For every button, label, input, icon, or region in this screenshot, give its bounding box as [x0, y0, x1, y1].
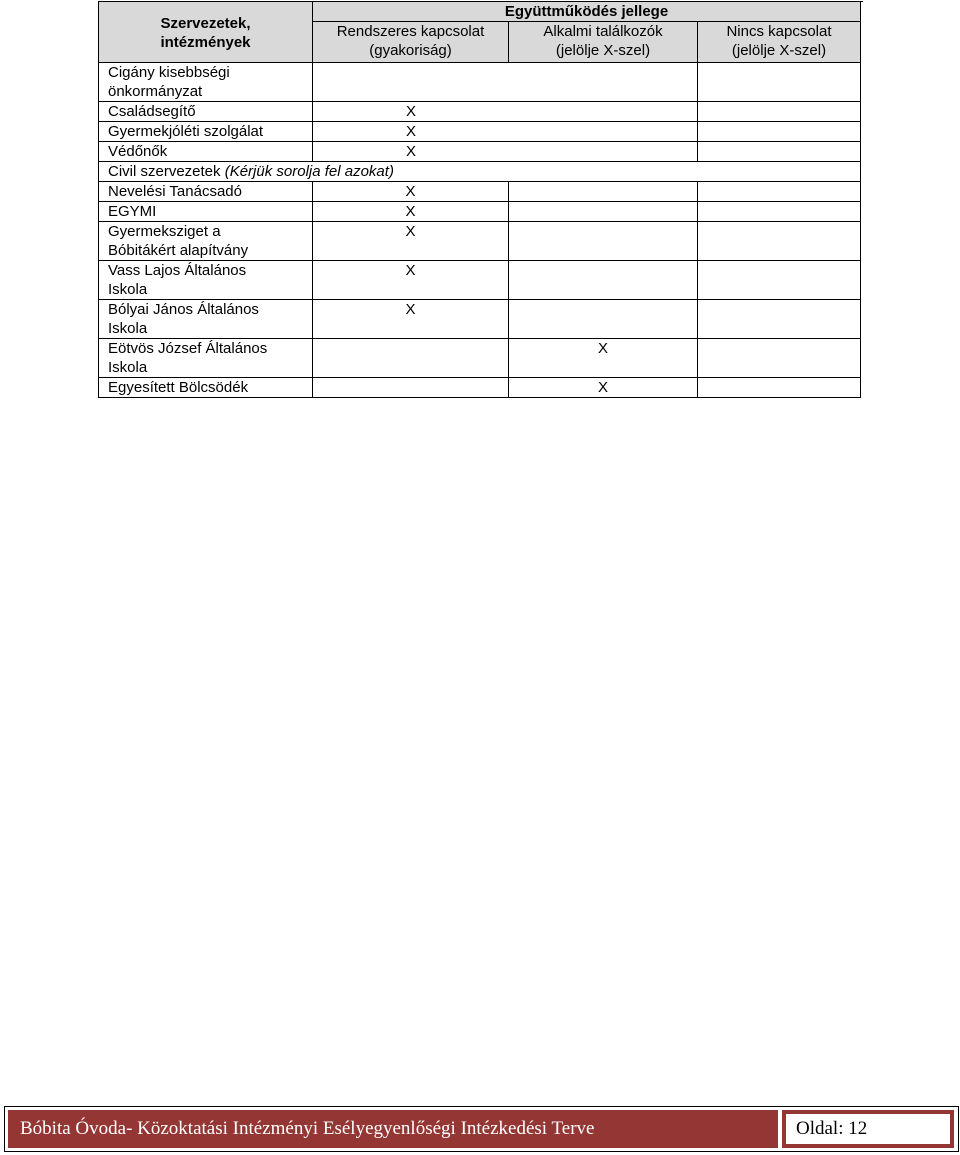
- row-name-line: önkormányzat: [108, 83, 203, 100]
- cell-regular: [313, 63, 698, 102]
- row-name: [99, 339, 313, 378]
- cell-occasional: [509, 202, 698, 222]
- row-name-line: Bóbitákért alapítvány: [108, 242, 249, 259]
- cell-occasional: X: [509, 378, 698, 398]
- cell-none: [698, 339, 861, 378]
- header-cooperation-type: Együttműködés jellege: [313, 2, 861, 22]
- cell-none: [698, 261, 861, 300]
- cell-none: [698, 222, 861, 261]
- footer-page-box: [782, 1110, 954, 1148]
- cell-occasional: [509, 142, 698, 162]
- civil-note: (Kérjük sorolja fel azokat): [224, 163, 394, 180]
- header-org-line2: intézmények: [160, 34, 251, 51]
- cell-none: [698, 63, 861, 102]
- cell-regular: [313, 339, 509, 378]
- cell-none: [698, 300, 861, 339]
- header-nocontact-line1: Nincs kapcsolat: [726, 23, 832, 40]
- cell-occasional: X: [509, 339, 698, 378]
- page-footer: [4, 1106, 959, 1152]
- row-name-line: Iskola: [108, 281, 148, 298]
- cell-none: [698, 378, 861, 398]
- cell-regular: X: [313, 122, 509, 142]
- cell-occasional: [509, 122, 698, 142]
- cell-occasional: [509, 182, 698, 202]
- row-name-line: Gyermeksziget a: [108, 223, 221, 240]
- row-name-line: Cigány kisebbségi: [108, 64, 230, 81]
- cell-regular: X: [313, 182, 509, 202]
- civil-label: Civil szervezetek: [108, 163, 225, 180]
- header-no-contact: [698, 22, 861, 63]
- row-name: Védőnők: [99, 142, 313, 162]
- header-occasional-line1: Alkalmi találkozók: [543, 23, 663, 40]
- header-occasional-meetings: [509, 22, 698, 63]
- cell-occasional: [509, 300, 698, 339]
- civil-organizations-row: [99, 162, 698, 182]
- cell-none: [698, 202, 861, 222]
- header-nocontact-line2: (jelölje X-szel): [731, 42, 827, 59]
- cell-regular: X: [313, 142, 509, 162]
- cell-regular: X: [313, 261, 509, 300]
- cell-none: [698, 102, 861, 122]
- cell-regular: X: [313, 202, 509, 222]
- header-regular-contact: [313, 22, 509, 63]
- row-name-line: Iskola: [108, 320, 148, 337]
- cell-occasional: [509, 102, 698, 122]
- row-name-line: Iskola: [108, 359, 148, 376]
- row-name-line: Eötvös József Általános: [108, 340, 268, 357]
- cell-regular: X: [313, 102, 509, 122]
- civil-empty-cell: [698, 162, 861, 182]
- cell-occasional: [509, 222, 698, 261]
- cell-occasional: [509, 261, 698, 300]
- header-org-line1: Szervezetek,: [160, 15, 251, 32]
- row-name: [99, 63, 313, 102]
- row-name-line: Vass Lajos Általános: [108, 262, 247, 279]
- cell-none: [698, 142, 861, 162]
- header-regular-line1: Rendszeres kapcsolat: [336, 23, 485, 40]
- cell-none: [698, 122, 861, 142]
- row-name: Nevelési Tanácsadó: [99, 182, 313, 202]
- cell-none: [698, 182, 861, 202]
- row-name: Egyesített Bölcsödék: [99, 378, 313, 398]
- cell-regular: X: [313, 300, 509, 339]
- row-name-line: Bólyai János Általános: [108, 301, 259, 318]
- header-organizations: [99, 2, 313, 63]
- cooperation-table: [98, 1, 863, 398]
- page-number: Oldal: 12: [786, 1114, 950, 1144]
- row-name: Családsegítő: [99, 102, 313, 122]
- footer-title: Bóbita Óvoda- Közoktatási Intézményi Esélyegyenlőségi Intézkedési Terve: [8, 1110, 778, 1148]
- header-regular-line2: (gyakoriság): [369, 42, 452, 59]
- row-name: EGYMI: [99, 202, 313, 222]
- cell-regular: [313, 378, 509, 398]
- row-name: Gyermekjóléti szolgálat: [99, 122, 313, 142]
- row-name: [99, 261, 313, 300]
- row-name: [99, 222, 313, 261]
- row-name: [99, 300, 313, 339]
- header-occasional-line2: (jelölje X-szel): [555, 42, 651, 59]
- cell-regular: X: [313, 222, 509, 261]
